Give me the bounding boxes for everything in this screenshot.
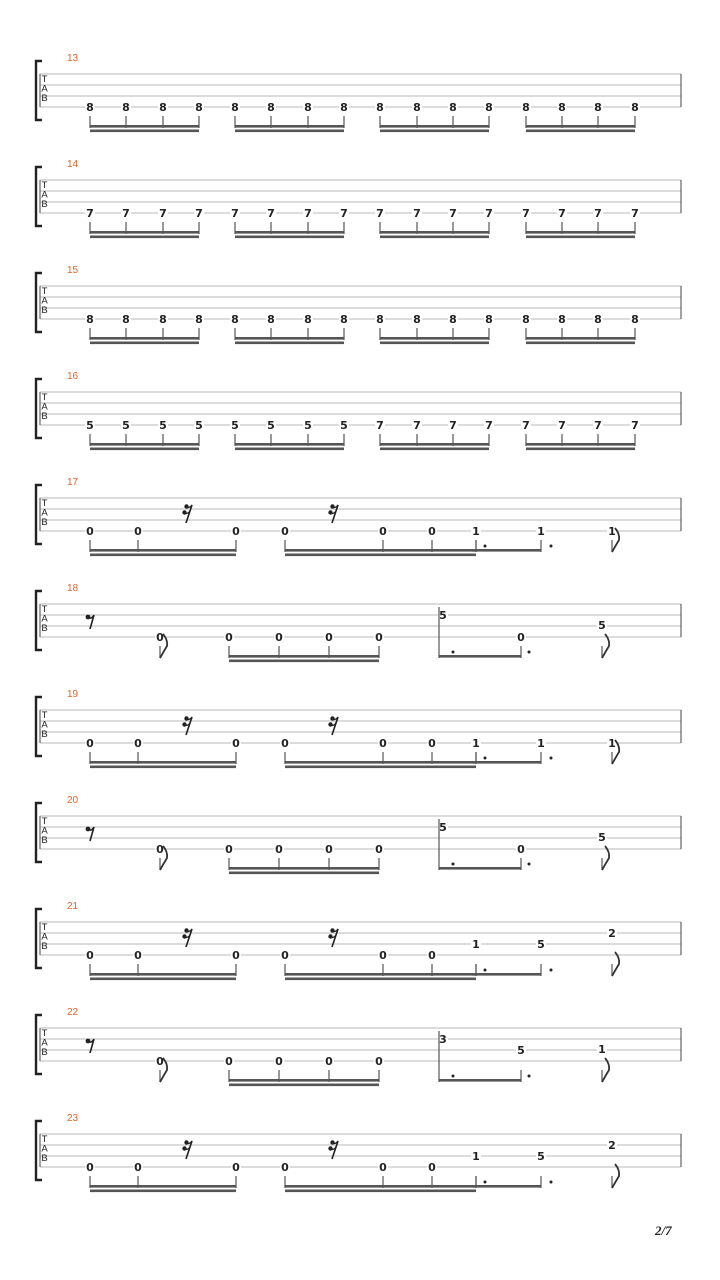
beam <box>472 973 541 976</box>
fret-number: 8 <box>340 101 348 114</box>
fret-number: 7 <box>231 207 239 220</box>
tab-clef-letter: A <box>41 401 48 413</box>
beam <box>235 443 344 446</box>
beam <box>526 125 635 128</box>
fret-number: 0 <box>232 949 240 962</box>
fret-number: 7 <box>376 419 384 432</box>
beam <box>229 867 379 870</box>
fret-number: 5 <box>439 609 447 622</box>
beam <box>235 125 344 128</box>
dot <box>550 1181 553 1184</box>
tab-clef-letter: T <box>41 816 48 827</box>
fret-number: 8 <box>231 313 239 326</box>
tab-system-21 <box>36 901 681 980</box>
fret-number: 3 <box>439 1033 447 1046</box>
fret-number: 0 <box>517 843 525 856</box>
eighth-flag-icon <box>602 1058 609 1082</box>
beam <box>90 337 199 340</box>
fret-number: 8 <box>122 101 130 114</box>
tab-clef-letter: A <box>41 1143 48 1155</box>
beam <box>380 337 489 340</box>
fret-number: 0 <box>379 1161 387 1174</box>
fret-number: 7 <box>522 419 530 432</box>
beam <box>90 342 199 345</box>
tab-system-17 <box>36 477 681 556</box>
tab-clef-letter: A <box>41 507 48 519</box>
fret-number: 7 <box>631 207 639 220</box>
fret-number: 7 <box>594 419 602 432</box>
beam <box>380 342 489 345</box>
measure-number: 17 <box>67 477 79 488</box>
fret-number: 8 <box>631 101 639 114</box>
fret-number: 0 <box>428 949 436 962</box>
fret-number: 8 <box>159 313 167 326</box>
fret-number: 5 <box>537 938 545 951</box>
beam <box>90 973 236 976</box>
beam <box>285 761 476 764</box>
fret-number: 1 <box>608 525 616 538</box>
fret-number: 0 <box>281 1161 289 1174</box>
fret-number: 0 <box>275 1055 283 1068</box>
fret-number: 1 <box>472 938 480 951</box>
tab-clef-letter: B <box>41 411 48 422</box>
dot <box>452 651 455 654</box>
beam <box>229 1084 379 1087</box>
beam <box>526 443 635 446</box>
beam <box>285 973 476 976</box>
measure-number: 18 <box>67 583 79 594</box>
tab-clef-letter: B <box>41 199 48 210</box>
fret-number: 0 <box>134 737 142 750</box>
dot <box>484 969 487 972</box>
tab-clef-letter: B <box>41 1047 48 1058</box>
fret-number: 8 <box>267 101 275 114</box>
fret-number: 5 <box>517 1044 525 1057</box>
fret-number: 0 <box>325 843 333 856</box>
fret-number: 7 <box>340 207 348 220</box>
tab-system-18 <box>36 583 681 662</box>
fret-number: 8 <box>267 313 275 326</box>
fret-number: 7 <box>485 419 493 432</box>
tab-clef-letter: T <box>41 498 48 509</box>
fret-number: 8 <box>522 101 530 114</box>
fret-number: 0 <box>379 525 387 538</box>
beam <box>235 448 344 451</box>
fret-number: 8 <box>376 101 384 114</box>
dot <box>528 863 531 866</box>
fret-number: 0 <box>86 949 94 962</box>
page-number: 2/7 <box>655 1223 672 1238</box>
fret-number: 5 <box>195 419 203 432</box>
tab-clef-letter: B <box>41 623 48 634</box>
fret-number: 5 <box>598 831 606 844</box>
fret-number: 5 <box>86 419 94 432</box>
tab-clef-letter: B <box>41 941 48 952</box>
fret-number: 0 <box>86 1161 94 1174</box>
fret-number: 7 <box>376 207 384 220</box>
fret-number: 8 <box>195 101 203 114</box>
fret-number: 0 <box>281 737 289 750</box>
beam <box>229 660 379 663</box>
fret-number: 5 <box>122 419 130 432</box>
beam <box>90 766 236 769</box>
tab-clef-letter: A <box>41 719 48 731</box>
fret-number: 8 <box>122 313 130 326</box>
beam <box>90 130 199 133</box>
fret-number: 0 <box>225 631 233 644</box>
beam <box>235 342 344 345</box>
tab-clef-letter: B <box>41 835 48 846</box>
beam <box>285 1185 476 1188</box>
fret-number: 8 <box>413 313 421 326</box>
fret-number: 5 <box>598 619 606 632</box>
dot <box>528 651 531 654</box>
fret-number: 1 <box>598 1043 606 1056</box>
fret-number: 8 <box>485 313 493 326</box>
fret-number: 8 <box>159 101 167 114</box>
tab-system-14 <box>36 159 681 238</box>
eighth-rest-icon <box>86 1039 94 1053</box>
fret-number: 0 <box>134 1161 142 1174</box>
fret-number: 7 <box>631 419 639 432</box>
beam <box>90 231 199 234</box>
fret-number: 7 <box>449 419 457 432</box>
fret-number: 7 <box>594 207 602 220</box>
beam <box>235 236 344 239</box>
tab-clef-letter: T <box>41 1028 48 1039</box>
fret-number: 1 <box>472 525 480 538</box>
fret-number: 5 <box>231 419 239 432</box>
beam <box>90 554 236 557</box>
tab-clef-letter: A <box>41 83 48 95</box>
tab-clef-letter: T <box>41 1134 48 1145</box>
fret-number: 7 <box>558 419 566 432</box>
beam <box>90 448 199 451</box>
measure-number: 21 <box>67 901 79 912</box>
tab-system-15 <box>36 265 681 344</box>
fret-number: 0 <box>379 949 387 962</box>
fret-number: 0 <box>232 737 240 750</box>
tab-system-22 <box>36 1007 681 1086</box>
beam <box>90 125 199 128</box>
measure-number: 22 <box>67 1007 79 1018</box>
fret-number: 0 <box>156 631 164 644</box>
beam <box>90 1190 236 1193</box>
fret-number: 8 <box>86 313 94 326</box>
fret-number: 1 <box>472 1150 480 1163</box>
dot <box>484 1181 487 1184</box>
fret-number: 0 <box>375 631 383 644</box>
beam <box>90 443 199 446</box>
beam <box>90 761 236 764</box>
beam <box>526 236 635 239</box>
fret-number: 0 <box>325 631 333 644</box>
fret-number: 0 <box>379 737 387 750</box>
fret-number: 5 <box>304 419 312 432</box>
beam <box>526 342 635 345</box>
fret-number: 7 <box>413 207 421 220</box>
beam <box>380 231 489 234</box>
beam <box>235 130 344 133</box>
beam <box>229 1079 379 1082</box>
fret-number: 8 <box>376 313 384 326</box>
tab-system-16 <box>36 371 681 450</box>
beam <box>472 549 541 552</box>
fret-number: 0 <box>517 631 525 644</box>
fret-number: 0 <box>275 843 283 856</box>
tab-clef-letter: A <box>41 931 48 943</box>
dot <box>550 545 553 548</box>
fret-number: 8 <box>558 101 566 114</box>
tab-clef-letter: T <box>41 74 48 85</box>
beam <box>235 337 344 340</box>
fret-number: 7 <box>195 207 203 220</box>
beam <box>235 231 344 234</box>
beam <box>90 549 236 552</box>
fret-number: 0 <box>225 843 233 856</box>
fret-number: 8 <box>522 313 530 326</box>
fret-number: 5 <box>439 821 447 834</box>
fret-number: 8 <box>195 313 203 326</box>
beam <box>285 978 476 981</box>
tab-clef-letter: T <box>41 710 48 721</box>
eighth-flag-icon <box>612 1164 619 1188</box>
fret-number: 8 <box>304 101 312 114</box>
beam <box>472 1185 541 1188</box>
dot <box>484 757 487 760</box>
fret-number: 7 <box>304 207 312 220</box>
fret-number: 7 <box>159 207 167 220</box>
dot <box>550 757 553 760</box>
tab-system-13 <box>36 53 681 132</box>
tab-clef-letter: T <box>41 180 48 191</box>
fret-number: 7 <box>558 207 566 220</box>
dot <box>484 545 487 548</box>
beam <box>229 872 379 875</box>
dot <box>452 1075 455 1078</box>
beam <box>90 1185 236 1188</box>
beam <box>526 130 635 133</box>
fret-number: 5 <box>267 419 275 432</box>
tab-clef-letter: B <box>41 305 48 316</box>
beam <box>90 236 199 239</box>
beam <box>439 1079 521 1082</box>
tab-clef-letter: B <box>41 517 48 528</box>
beam <box>439 867 521 870</box>
dot <box>550 969 553 972</box>
fret-number: 8 <box>485 101 493 114</box>
fret-number: 0 <box>375 1055 383 1068</box>
beam <box>285 766 476 769</box>
fret-number: 0 <box>232 1161 240 1174</box>
fret-number: 7 <box>86 207 94 220</box>
fret-number: 8 <box>558 313 566 326</box>
beam <box>229 655 379 658</box>
beam <box>380 130 489 133</box>
fret-number: 0 <box>325 1055 333 1068</box>
tab-clef-letter: A <box>41 825 48 837</box>
fret-number: 2 <box>608 927 616 940</box>
fret-number: 8 <box>304 313 312 326</box>
tab-clef-letter: B <box>41 729 48 740</box>
fret-number: 8 <box>449 313 457 326</box>
eighth-flag-icon <box>602 846 609 870</box>
beam <box>380 443 489 446</box>
fret-number: 5 <box>159 419 167 432</box>
beam <box>285 549 476 552</box>
tab-clef-letter: T <box>41 604 48 615</box>
dot <box>528 1075 531 1078</box>
tab-system-19 <box>36 689 681 768</box>
fret-number: 0 <box>428 737 436 750</box>
fret-number: 0 <box>281 949 289 962</box>
beam <box>285 1190 476 1193</box>
beam <box>380 448 489 451</box>
fret-number: 1 <box>537 525 545 538</box>
beam <box>526 337 635 340</box>
measure-number: 20 <box>67 795 79 806</box>
beam <box>472 761 541 764</box>
fret-number: 0 <box>232 525 240 538</box>
fret-number: 8 <box>594 313 602 326</box>
fret-number: 1 <box>608 737 616 750</box>
beam <box>285 554 476 557</box>
tab-clef-letter: A <box>41 1037 48 1049</box>
fret-number: 7 <box>413 419 421 432</box>
measure-number: 19 <box>67 689 79 700</box>
tab-clef-letter: B <box>41 1153 48 1164</box>
beam <box>90 978 236 981</box>
fret-number: 2 <box>608 1139 616 1152</box>
tab-clef-letter: B <box>41 93 48 104</box>
eighth-flag-icon <box>602 634 609 658</box>
fret-number: 0 <box>428 525 436 538</box>
tab-system-20 <box>36 795 681 874</box>
fret-number: 7 <box>522 207 530 220</box>
beam <box>526 231 635 234</box>
beam <box>380 236 489 239</box>
fret-number: 7 <box>485 207 493 220</box>
beam <box>526 448 635 451</box>
eighth-flag-icon <box>612 952 619 976</box>
beam <box>439 655 521 658</box>
fret-number: 0 <box>375 843 383 856</box>
measure-number: 23 <box>67 1113 79 1124</box>
measure-number: 16 <box>67 371 79 382</box>
eighth-rest-icon <box>86 827 94 841</box>
beam <box>380 125 489 128</box>
tab-clef-letter: T <box>41 922 48 933</box>
fret-number: 8 <box>631 313 639 326</box>
tab-clef-letter: A <box>41 189 48 201</box>
fret-number: 8 <box>340 313 348 326</box>
measure-number: 13 <box>67 53 79 64</box>
fret-number: 8 <box>449 101 457 114</box>
fret-number: 7 <box>267 207 275 220</box>
fret-number: 8 <box>594 101 602 114</box>
fret-number: 0 <box>225 1055 233 1068</box>
fret-number: 0 <box>275 631 283 644</box>
tab-clef-letter: T <box>41 286 48 297</box>
fret-number: 8 <box>231 101 239 114</box>
fret-number: 1 <box>472 737 480 750</box>
fret-number: 0 <box>134 525 142 538</box>
dot <box>452 863 455 866</box>
fret-number: 0 <box>86 737 94 750</box>
fret-number: 0 <box>156 1055 164 1068</box>
tab-system-23 <box>36 1113 681 1192</box>
fret-number: 5 <box>340 419 348 432</box>
fret-number: 8 <box>413 101 421 114</box>
fret-number: 1 <box>537 737 545 750</box>
tab-clef-letter: A <box>41 295 48 307</box>
fret-number: 0 <box>134 949 142 962</box>
fret-number: 0 <box>156 843 164 856</box>
tab-clef-letter: A <box>41 613 48 625</box>
tab-clef-letter: T <box>41 392 48 403</box>
fret-number: 8 <box>86 101 94 114</box>
fret-number: 7 <box>122 207 130 220</box>
fret-number: 0 <box>86 525 94 538</box>
measure-number: 14 <box>67 159 79 170</box>
fret-number: 0 <box>281 525 289 538</box>
fret-number: 5 <box>537 1150 545 1163</box>
fret-number: 0 <box>428 1161 436 1174</box>
eighth-rest-icon <box>86 615 94 629</box>
measure-number: 15 <box>67 265 79 276</box>
fret-number: 7 <box>449 207 457 220</box>
